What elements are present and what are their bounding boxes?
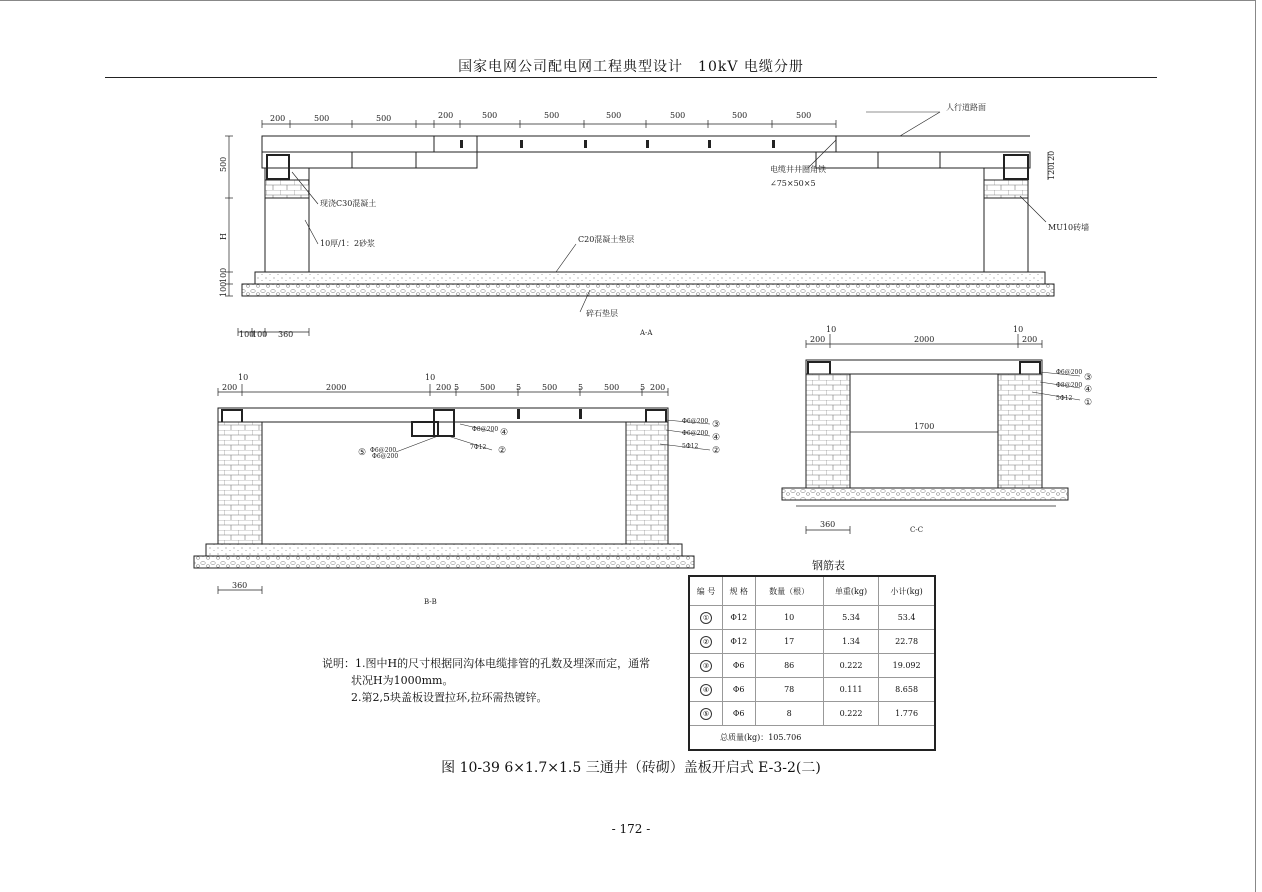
aa-vdim-h: H bbox=[219, 233, 228, 240]
table-row bbox=[689, 654, 935, 678]
aa-dim-9: 500 bbox=[732, 111, 748, 120]
header-unit: 单重(kg) bbox=[823, 576, 878, 606]
bb-dim-500c: 500 bbox=[604, 383, 620, 392]
row-qty: 17 bbox=[755, 630, 823, 654]
bb-dim-10b: 10 bbox=[425, 373, 436, 382]
section-bb bbox=[194, 384, 710, 594]
bb-dim-500b: 500 bbox=[542, 383, 558, 392]
bb-dim-500a: 500 bbox=[480, 383, 496, 392]
row-spec: Φ6 bbox=[722, 678, 755, 702]
bb-tag-6: 5Φ12 bbox=[682, 443, 699, 450]
section-cc-text bbox=[810, 325, 1092, 534]
bb-dim-200b: 200 bbox=[436, 383, 452, 392]
row-unit: 5.34 bbox=[823, 606, 878, 630]
table-row bbox=[689, 630, 935, 654]
table-row bbox=[689, 606, 935, 630]
bb-circle-4: ③ bbox=[712, 420, 721, 430]
aa-bdim-100b: 100 bbox=[252, 330, 268, 339]
cc-tag-3: 5Φ12 bbox=[1056, 395, 1073, 402]
cc-tag-2: Φ8@200 bbox=[1056, 382, 1083, 389]
page-number: - 172 - bbox=[611, 822, 651, 836]
section-aa bbox=[225, 112, 1054, 336]
aa-vdim-120a: 120 bbox=[1047, 150, 1056, 166]
cc-section-label: C-C bbox=[910, 526, 924, 534]
cc-tag-1: Φ6@200 bbox=[1056, 369, 1083, 376]
header-spec: 规 格 bbox=[722, 576, 755, 606]
table-total-row bbox=[689, 726, 935, 751]
note-line-3: 2.第2,5块盖板设置拉环,拉环需热镀锌。 bbox=[351, 691, 548, 704]
page-header: 国家电网公司配电网工程典型设计 10kV 电缆分册 bbox=[458, 59, 804, 75]
row-qty: 86 bbox=[755, 654, 823, 678]
note-line-1: 说明：1.图中H的尺寸根据同沟体电缆排管的孔数及埋深而定，通常 bbox=[322, 657, 651, 670]
row-spec: Φ6 bbox=[722, 702, 755, 726]
row-no: ④ bbox=[700, 684, 712, 696]
row-unit: 0.222 bbox=[823, 702, 878, 726]
bb-dim-10a: 10 bbox=[238, 373, 249, 382]
note-line-2: 状况H为1000mm。 bbox=[351, 674, 454, 687]
bb-tag-1: Φ8@200 bbox=[472, 426, 499, 433]
cc-dim-10a: 10 bbox=[826, 325, 837, 334]
cc-dim-1700: 1700 bbox=[914, 422, 935, 431]
bb-dim-5c: 5 bbox=[578, 383, 584, 392]
row-no: ① bbox=[700, 612, 712, 624]
label-angle-spec: ∠75×50×5 bbox=[770, 179, 816, 188]
label-cushion: C20混凝土垫层 bbox=[578, 235, 635, 244]
aa-bdim-100a: 100 bbox=[239, 330, 255, 339]
label-gravel: 碎石垫层 bbox=[586, 309, 618, 318]
label-mortar: 10厚/1：2砂浆 bbox=[320, 239, 376, 248]
bb-section-label: B-B bbox=[424, 598, 437, 606]
cc-dim-200a: 200 bbox=[810, 335, 826, 344]
bb-tag-3: Φ6@200 bbox=[370, 447, 397, 454]
bb-dim-5d: 5 bbox=[640, 383, 646, 392]
bb-circle-6: ② bbox=[712, 446, 721, 456]
header-no: 编 号 bbox=[689, 576, 722, 606]
row-unit: 0.222 bbox=[823, 654, 878, 678]
aa-dim-4: 200 bbox=[438, 111, 454, 120]
aa-section-label: A-A bbox=[640, 329, 653, 337]
label-wall: MU10砖墙 bbox=[1048, 223, 1090, 232]
bb-circle-3: ② bbox=[498, 446, 507, 456]
table-row bbox=[689, 702, 935, 726]
aa-dim-6: 500 bbox=[544, 111, 560, 120]
table-total: 总质量(kg)：105.706 bbox=[689, 726, 935, 751]
aa-bdim-360: 360 bbox=[278, 330, 294, 339]
row-spec: Φ6 bbox=[722, 654, 755, 678]
row-sub: 1.776 bbox=[879, 702, 935, 726]
aa-vdim-100b: 100 bbox=[219, 281, 228, 297]
bb-tag-4: Φ6@200 bbox=[682, 418, 709, 425]
aa-dim-1: 200 bbox=[270, 114, 286, 123]
bb-dim-2000: 2000 bbox=[326, 383, 347, 392]
bb-circle-2: ⑤ bbox=[358, 448, 367, 458]
cc-dim-2000: 2000 bbox=[914, 335, 935, 344]
bb-dim-5b: 5 bbox=[516, 383, 522, 392]
bb-tag-7: Φ6@200 bbox=[372, 453, 399, 460]
header-qty: 数量（根） bbox=[755, 576, 823, 606]
section-aa-text bbox=[219, 102, 1089, 339]
aa-dim-5: 500 bbox=[482, 111, 498, 120]
aa-dim-8: 500 bbox=[670, 111, 686, 120]
rebar-table-title: 钢筋表 bbox=[812, 559, 845, 572]
label-concrete: 现浇C30混凝土 bbox=[320, 199, 377, 208]
bb-dim-5a: 5 bbox=[454, 383, 460, 392]
row-no: ⑤ bbox=[700, 708, 712, 720]
row-spec: Φ12 bbox=[722, 630, 755, 654]
label-angle: 电缆井井圈角铁 bbox=[770, 165, 826, 174]
bb-circle-1: ④ bbox=[500, 428, 509, 438]
notes bbox=[322, 655, 650, 706]
cc-circle-3: ① bbox=[1084, 398, 1093, 408]
bb-circle-5: ④ bbox=[712, 433, 721, 443]
row-spec: Φ12 bbox=[722, 606, 755, 630]
row-qty: 78 bbox=[755, 678, 823, 702]
table-row bbox=[689, 678, 935, 702]
cc-dim-200b: 200 bbox=[1022, 335, 1038, 344]
bb-bdim-360: 360 bbox=[232, 581, 248, 590]
cc-dim-10b: 10 bbox=[1013, 325, 1024, 334]
row-qty: 10 bbox=[755, 606, 823, 630]
row-sub: 19.092 bbox=[879, 654, 935, 678]
bb-dim-200a: 200 bbox=[222, 383, 238, 392]
aa-dim-10: 500 bbox=[796, 111, 812, 120]
row-sub: 53.4 bbox=[879, 606, 935, 630]
table-header-row bbox=[689, 576, 935, 606]
aa-vdim-500: 500 bbox=[219, 156, 228, 172]
cc-dim-360: 360 bbox=[820, 520, 836, 529]
figure-caption: 图 10-39 6×1.7×1.5 三通井（砖砌）盖板开启式 E-3-2(二) bbox=[441, 760, 821, 776]
row-unit: 0.111 bbox=[823, 678, 878, 702]
row-qty: 8 bbox=[755, 702, 823, 726]
row-sub: 22.78 bbox=[879, 630, 935, 654]
label-road: 人行道路面 bbox=[946, 103, 986, 112]
bb-tag-5: Φ6@200 bbox=[682, 430, 709, 437]
cc-circle-2: ④ bbox=[1084, 385, 1093, 395]
bb-dim-200c: 200 bbox=[650, 383, 666, 392]
rebar-table bbox=[688, 575, 936, 751]
aa-dim-2: 500 bbox=[314, 114, 330, 123]
aa-vdim-120b: 120 bbox=[1047, 164, 1056, 180]
aa-dim-3: 500 bbox=[376, 114, 392, 123]
section-cc bbox=[782, 334, 1083, 534]
row-sub: 8.658 bbox=[879, 678, 935, 702]
aa-dim-7: 500 bbox=[606, 111, 622, 120]
row-unit: 1.34 bbox=[823, 630, 878, 654]
row-no: ② bbox=[700, 636, 712, 648]
row-no: ③ bbox=[700, 660, 712, 672]
cc-circle-1: ③ bbox=[1084, 373, 1093, 383]
header-sub: 小计(kg) bbox=[879, 576, 935, 606]
aa-vdim-100a: 100 bbox=[219, 267, 228, 283]
bb-tag-2: 7Φ12 bbox=[470, 444, 487, 451]
